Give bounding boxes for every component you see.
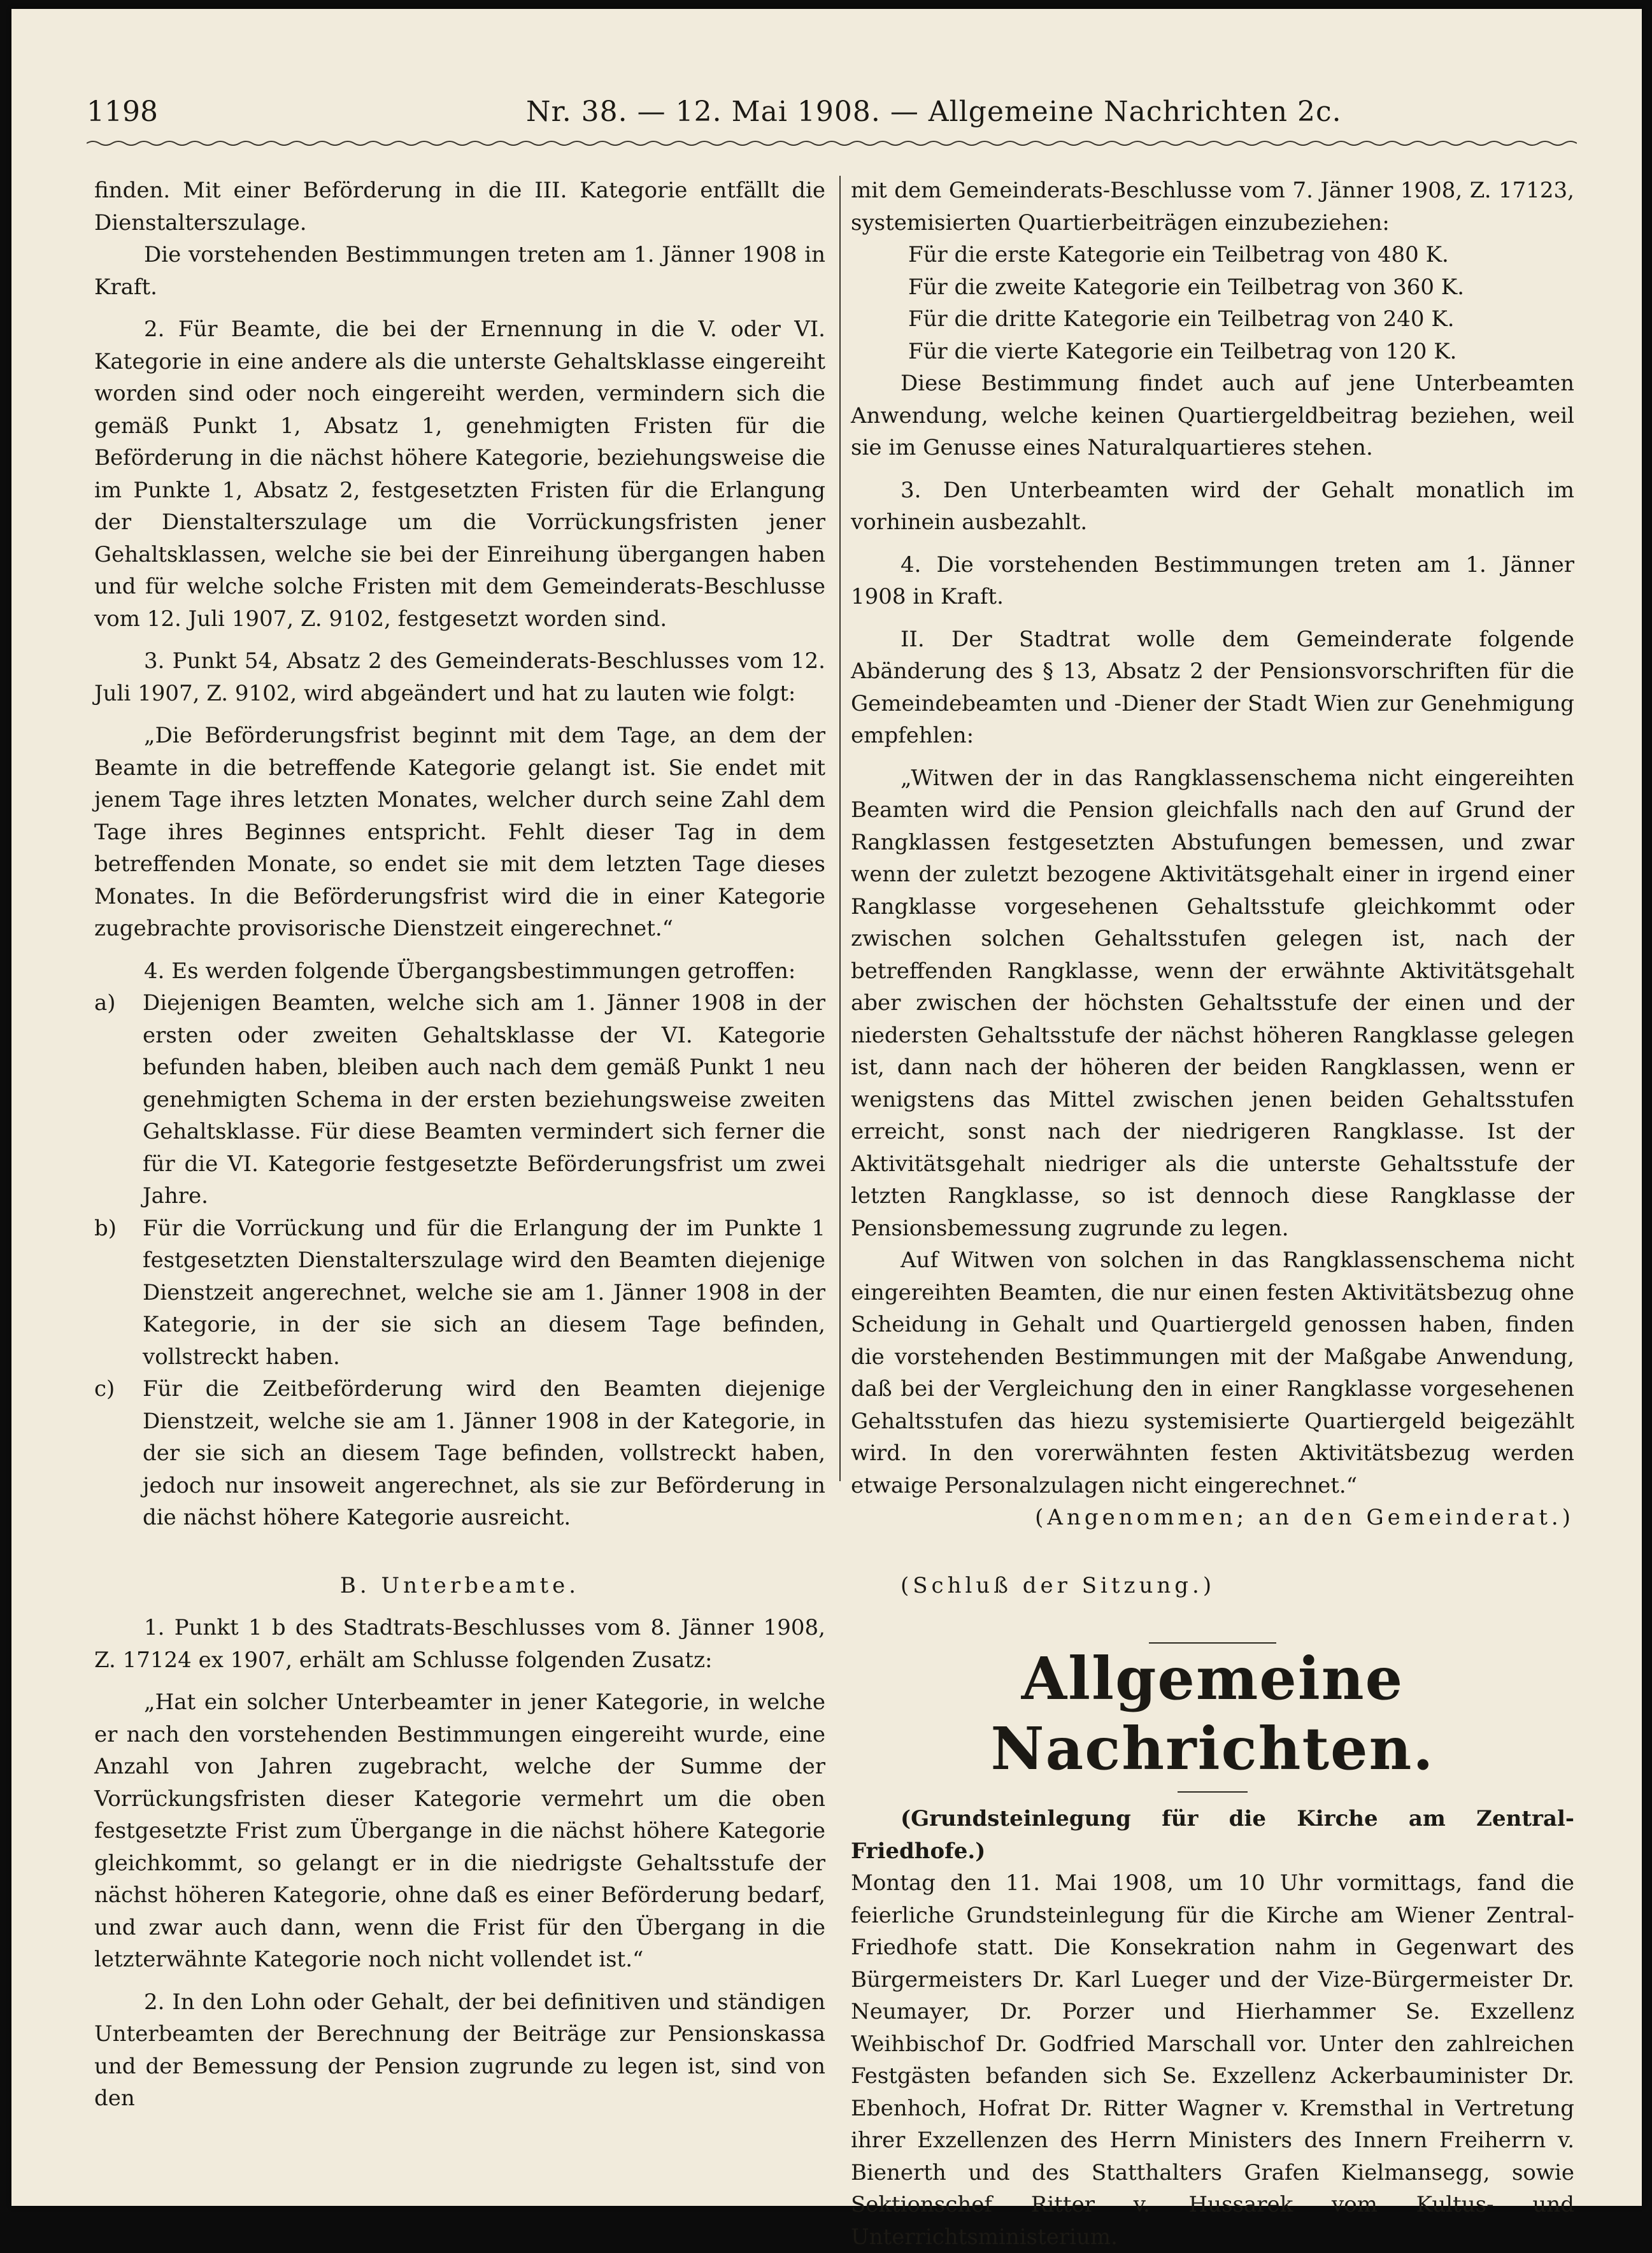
running-title: Nr. 38. — 12. Mai 1908. — Allgemeine Nachrichten 2c. [526, 96, 1342, 128]
article-heading: (Grundsteinlegung für die Kirche am Zentral-Friedhofe.) [851, 1806, 1574, 1864]
list-item [94, 987, 825, 1212]
paragraph: 2. Für Beamte, die bei der Ernennung in die V. oder VI. Kategorie in eine andere als die unterste Gehaltsklasse eingereiht worden sind oder noch eingereiht werden, vermindern sich die gemäß Punkt 1, Absatz 1, genehmigten Fristen für die Beförderung in die nächst höhere Kategorie, beziehungsweise die im Punkte 1, Absatz 2, festgesetzten Fristen für die Erlangung der Dienstalterszulage um die Vorrückungsfristen jener Gehaltsklassen, welche sie bei der Einreihung übergangen haben und für welche solche Fristen mit dem Gemeinderats-Beschlusse vom 12. Juli 1907, Z. 9102, festgesetzt worden sind. [94, 316, 825, 632]
paragraph: mit dem Gemeinderats-Beschlusse vom 7. Jänner 1908, Z. 17123, systemisierten Quartierbeiträgen einzubeziehen: [851, 178, 1574, 236]
paragraph: II. Der Stadtrat wolle dem Gemeinderate folgende Abänderung des § 13, Absatz 2 der Pensionsvorschriften für die Gemeindebeamten und -Diener der Stadt Wien zur Genehmigung empfehlen: [851, 626, 1574, 748]
quoted-paragraph: „Hat ein solcher Unterbeamter in jener Kategorie, in welche er nach den vorstehenden Bestimmungen eingereiht wurde, eine Anzahl von Jahren zugebracht, welche der Summe der Vorrückungsfristen dieser Kategorie vermehrt um die oben festgesetzte Frist zum Übergange in die nächst höhere Kategorie gleichkommt, so gelangt er in die niedrigste Gehaltsstufe der nächst höheren Kategorie, ohne daß es einer Beförderung bedarf, und zwar auch dann, wenn die Frist für den Übergang in die letzterwähnte Kategorie noch nicht vollendet ist.“ [94, 1689, 825, 1972]
title-underline [1178, 1791, 1248, 1793]
paragraph: 3. Den Unterbeamten wird der Gehalt monatlich im vorhinein ausbezahlt. [851, 477, 1574, 535]
list-text: Diejenigen Beamten, welche sich am 1. Jänner 1908 in der ersten oder zweiten Gehaltsklasse der VI. Kategorie befunden haben, bleiben auch nach dem gemäß Punkt 1 neu genehmigten Schema in der ersten beziehungsweise zweiten Gehaltsklasse. Für diese Beamten vermindert sich ferner die für die VI. Kategorie festgesetzte Beförderungsfrist um zwei Jahre. [143, 990, 825, 1209]
paragraph: Die vorstehenden Bestimmungen treten am 1. Jänner 1908 in Kraft. [94, 242, 825, 300]
paragraph: Diese Bestimmung findet auch auf jene Unterbeamten Anwendung, welche keinen Quartiergeldbeitrag beziehen, weil sie im Genusse eines Naturalquartieres stehen. [851, 371, 1574, 460]
list-item: Für die zweite Kategorie ein Teilbetrag von 360 K. [908, 274, 1465, 300]
list-label: c) [94, 1376, 115, 1402]
page-number: 1198 [87, 96, 158, 128]
paragraph: Auf Witwen von solchen in das Rangklassenschema nicht eingereihten Beamten, die nur einen festen Aktivitätsbezug ohne Scheidung in Gehalt und Quartiergeld genossen haben, finden die vorstehenden Bestimmungen mit der Maßgabe Anwendung, daß bei der Vergleichung den in einer Rangklasse vorgesehenen Gehaltsstufen das hiezu systemisierte Quartiergeld beigezählt wird. In den vorerwähnten festen Aktivitätsbezug werden etwaige Personalzulagen nicht eingerechnet.“ [851, 1247, 1574, 1498]
list-item: Für die dritte Kategorie ein Teilbetrag von 240 K. [908, 306, 1455, 332]
section-title: Allgemeine Nachrichten. [990, 1644, 1435, 1783]
header-wavy-rule [87, 139, 1577, 147]
quoted-paragraph: „Witwen der in das Rangklassenschema nicht eingereihten Beamten wird die Pension gleichfalls nach den auf Grund der Rangklassen festgesetzten Abstufungen bemessen, und zwar wenn der zuletzt bezogene Aktivitätsgehalt einer in irgend einer Rangklasse vorgesehenen Gehaltsstufe gleichkommt oder zwischen solchen Gehaltsstufen gelegen ist, nach der betreffenden Rangklasse, wenn der erwähnte Aktivitätsgehalt aber zwischen der höchsten Gehaltsstufe der einen und der niedersten Gehaltsstufe der nächst höheren Rangklasse gelegen ist, dann nach der höheren der beiden Rangklassen, wenn er wenigstens das Mittel zwischen jenen beiden Gehaltsstufen erreicht, sonst nach der niedrigeren Rangklasse. Ist der Aktivitätsgehalt niedriger als die unterste Gehaltsstufe der letzten Rangklasse, so ist dennoch diese Rangklasse der Pensionsbemessung zugrunde zu legen. [851, 765, 1574, 1241]
paragraph: 3. Punkt 54, Absatz 2 des Gemeinderats-Beschlusses vom 12. Juli 1907, Z. 9102, wird abgeändert und hat zu lauten wie folgt: [94, 648, 825, 706]
transition-list [94, 987, 825, 1534]
list-text: Für die Zeitbeförderung wird den Beamten diejenige Dienstzeit, welche sie am 1. Jänner 1908 in der Kategorie, in der sie sich an diesem Tage befinden, vollstreckt haben, jedoch nur insoweit angerechnet, als sie zur Beförderung in die nächst höhere Kategorie ausreicht. [143, 1376, 825, 1530]
quota-list [851, 239, 1574, 367]
list-item: Für die erste Kategorie ein Teilbetrag von 480 K. [908, 242, 1449, 267]
column-divider [839, 176, 841, 1481]
page [11, 9, 1642, 2250]
section-heading: B. Unterbeamte. [339, 1572, 580, 1598]
paragraph: 4. Die vorstehenden Bestimmungen treten am 1. Jänner 1908 in Kraft. [851, 551, 1574, 609]
quoted-paragraph: „Die Beförderungsfrist beginnt mit dem Tage, an dem der Beamte in die betreffende Kategorie gelangt ist. Sie endet mit jenem Tage ihres letzten Monates, welcher durch seine Zahl dem Tage ihres Beginnes entspricht. Fehlt dieser Tag in dem betreffenden Monate, so endet sie mit dem letzten Tage dieses Monates. In die Beförderungsfrist wird die in einer Kategorie zugebrachte provisorische Dienstzeit eingerechnet.“ [94, 723, 825, 941]
list-item [94, 1212, 825, 1374]
paragraph: finden. Mit einer Beförderung in die III. Kategorie entfällt die Dienstalterszulage. [94, 178, 825, 236]
paragraph: 4. Es werden folgende Übergangsbestimmungen getroffen: [144, 958, 796, 984]
session-end-note: (Schluß der Sitzung.) [901, 1572, 1216, 1598]
paragraph: 2. In den Lohn oder Gehalt, der bei definitiven und ständigen Unterbeamten der Berechnung der Beiträge zur Pensionskassa und der Bemessung der Pension zugrunde zu legen ist, sind von den [94, 1989, 825, 2111]
left-column [94, 174, 825, 2115]
list-text: Für die Vorrückung und für die Erlangung der im Punkte 1 festgesetzten Dienstalterszulage wird den Beamten diejenige Dienstzeit angerechnet, welche sie am 1. Jänner 1908 in der Kategorie, in der sie sich an diesem Tage befinden, vollstreckt haben. [143, 1215, 825, 1370]
list-item [94, 1373, 825, 1534]
article-text: Montag den 11. Mai 1908, um 10 Uhr vormittags, fand die feierliche Grundsteinlegung für die Kirche am Wiener Zentral-Friedhofe statt. Die Konsekration nahm in Gegenwart des Bürgermeisters Dr. Karl Lueger und der Vize-Bürgermeister Dr. Neumayer, Dr. Porzer und Hierhammer Se. Exzellenz Weihbischof Dr. Godfried Marschall vor. Unter den zahlreichen Festgästen befanden sich Se. Exzellenz Ackerbauminister Dr. Ebenhoch, Hofrat Dr. Ritter Wagner v. Kremsthal in Vertretung ihrer Exzellenzen des Herrn Ministers des Innern Freiherrn v. Bienerth und des Statthalters Grafen Kielmansegg, sowie Sektionschef Ritter v. Hussarek vom Kultus- und Unterrichtsministerium. [851, 1870, 1574, 2250]
list-label: b) [94, 1215, 117, 1241]
right-column [851, 174, 1574, 2253]
parenthetical-note: (Angenommen; an den Gemeinderat.) [1035, 1505, 1574, 1530]
list-label: a) [94, 990, 116, 1016]
list-item: Für die vierte Kategorie ein Teilbetrag von 120 K. [908, 338, 1457, 364]
paragraph: 1. Punkt 1 b des Stadtrats-Beschlusses vom 8. Jänner 1908, Z. 17124 ex 1907, erhält am Schlusse folgenden Zusatz: [94, 1615, 825, 1673]
page-header [87, 85, 1577, 139]
